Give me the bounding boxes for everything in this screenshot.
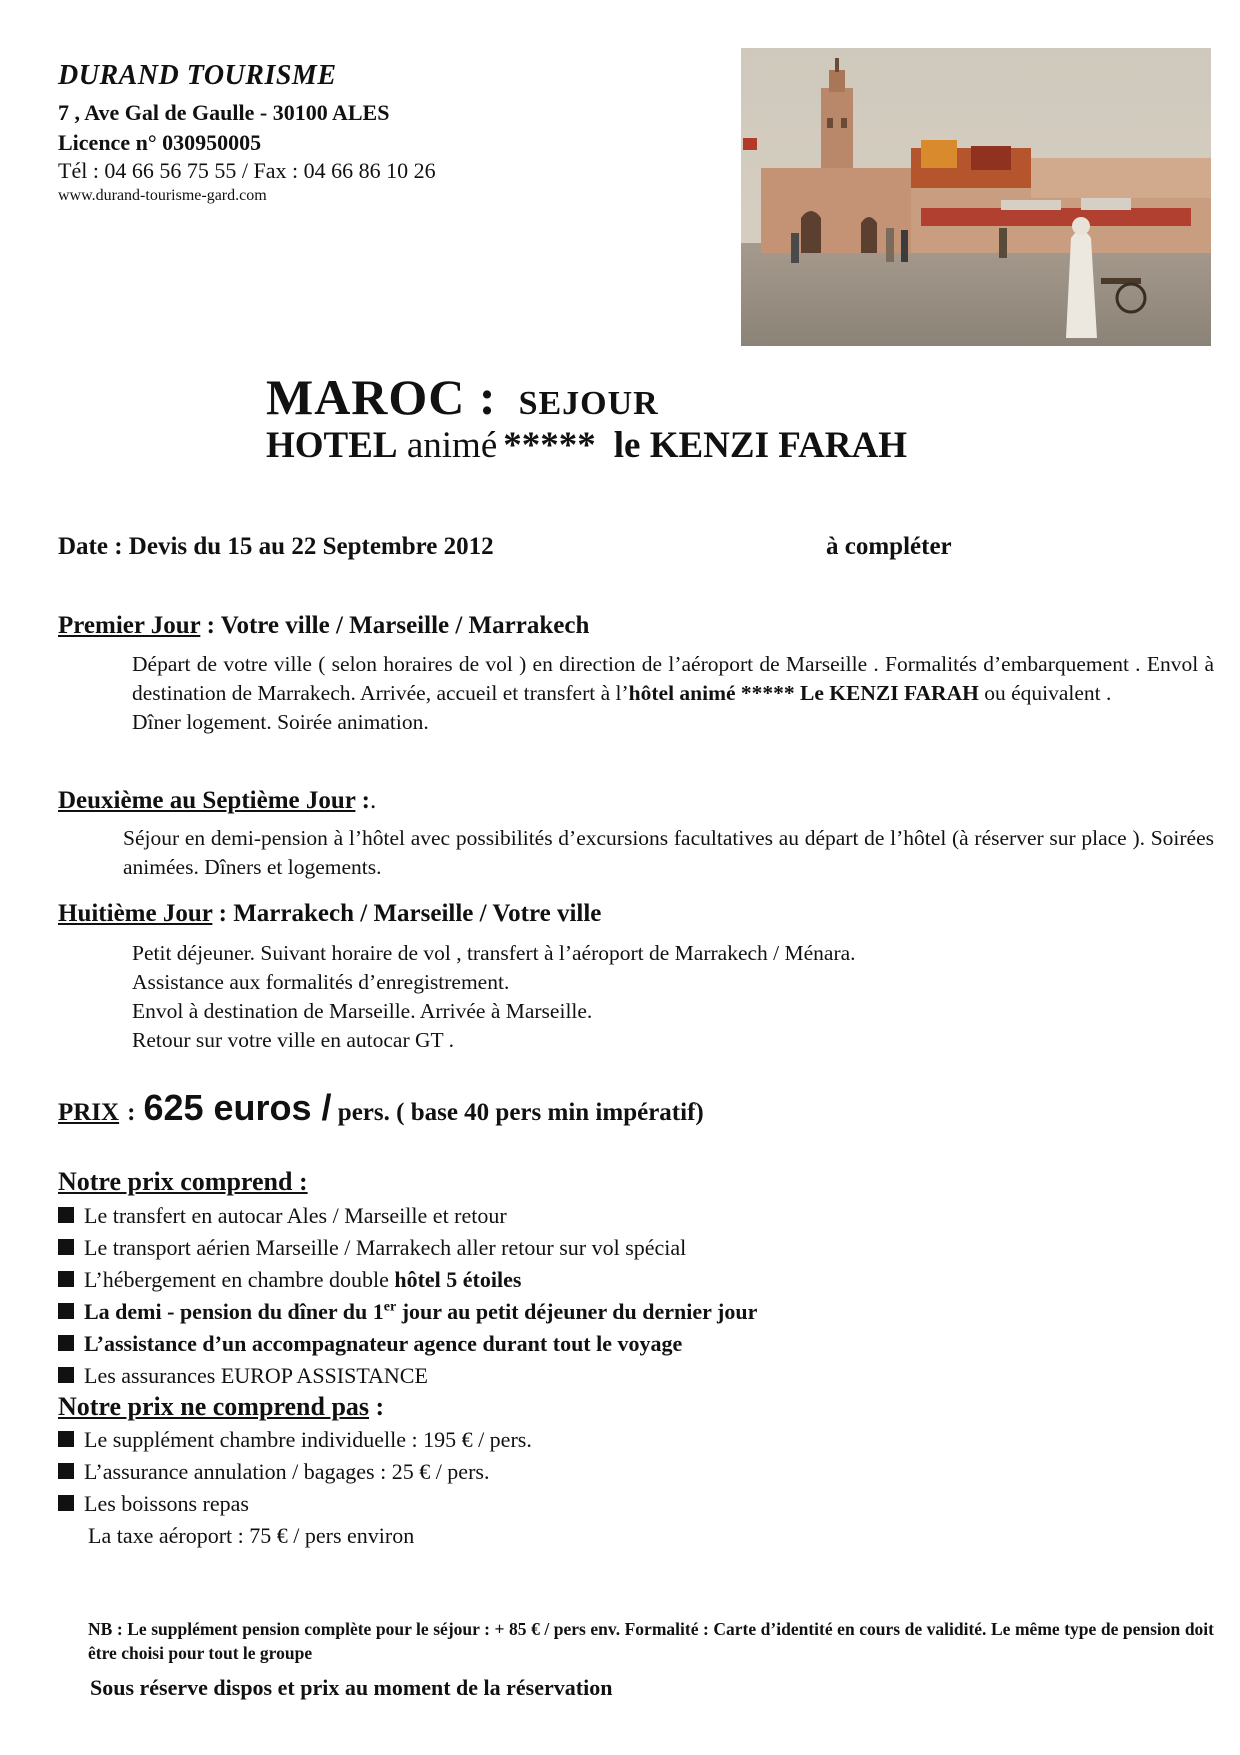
list-item-bold: hôtel 5 étoiles — [394, 1267, 522, 1292]
agency-address: 7 , Ave Gal de Gaulle - 30100 ALES — [58, 100, 390, 125]
date-note: à compléter — [826, 533, 952, 560]
excludes-heading-text: Notre prix ne comprend pas — [58, 1392, 370, 1421]
square-bullet-icon — [58, 1463, 74, 1479]
list-item-text: Les assurances EUROP ASSISTANCE — [84, 1363, 428, 1388]
list-item-text: L’assistance d’un accompagnateur agence durant tout le voyage — [84, 1331, 683, 1356]
price-amount: 625 euros / — [143, 1087, 332, 1128]
day8-line: Retour sur votre ville en autocar GT . — [132, 1028, 455, 1052]
agency-name: DURAND TOURISME — [58, 60, 337, 91]
list-item — [58, 1424, 532, 1456]
ordinal-sup: er — [383, 1299, 397, 1315]
day1-text-a: Départ de votre ville ( selon horaires de vol ) en direction de l’aéroport de Marseille . Formalités d’embarquement . Envol à destination de Marrakech. Arrivée, accueil et transfert à l’ — [132, 652, 1214, 705]
price-rest: pers. ( base 40 pers min impératif) — [331, 1099, 704, 1126]
hotel-title — [266, 424, 907, 467]
day1-heading — [58, 612, 589, 640]
hotel-anime: animé — [406, 425, 498, 466]
square-bullet-icon — [58, 1207, 74, 1223]
list-item-text: L’assurance annulation / bagages : 25 € / pers. — [84, 1459, 490, 1484]
excludes-list — [58, 1424, 532, 1552]
square-bullet-icon — [58, 1431, 74, 1447]
day2-suffix2: . — [370, 787, 377, 814]
day1-line2: Dîner logement. Soirée animation. — [132, 710, 429, 734]
price-label: PRIX — [58, 1099, 120, 1126]
square-bullet-icon — [58, 1303, 74, 1319]
day8-text — [132, 939, 1132, 1055]
nb-note: NB : Le supplément pension complète pour le séjour : + 85 € / pers env. Formalité : Carte d’identité en cours de validité. Le même type de pension doit être choisi pour tout le groupe — [88, 1619, 1214, 1663]
hotel-word: HOTEL — [266, 425, 398, 466]
day1-route: : Votre ville / Marseille / Marrakech — [200, 612, 590, 639]
day8-line: Envol à destination de Marseille. Arrivée à Marseille. — [132, 999, 593, 1023]
includes-heading-text: Notre prix comprend : — [58, 1167, 308, 1196]
title-country: MAROC : — [266, 369, 497, 425]
price-line — [58, 1087, 704, 1129]
list-item-continuation: La taxe aéroport : 75 € / pers environ — [88, 1523, 415, 1548]
list-item — [58, 1232, 757, 1264]
title-type: SEJOUR — [518, 385, 659, 422]
list-item-text: L’hébergement en chambre double — [84, 1267, 395, 1292]
list-item-text: Les boissons repas — [84, 1491, 249, 1516]
excludes-heading-suffix: : — [369, 1392, 385, 1421]
includes-list — [58, 1200, 757, 1392]
trip-title — [266, 368, 659, 426]
marrakech-square-photo — [741, 48, 1211, 346]
list-item — [58, 1264, 757, 1296]
agency-website[interactable]: www.durand-tourisme-gard.com — [58, 187, 267, 204]
day2-text: Séjour en demi-pension à l’hôtel avec possibilités d’excursions facultatives au départ de l’hôtel (à réserver sur place ). Soirées animées. Dîners et logements. — [123, 826, 1214, 879]
day8-route: : Marrakech / Marseille / Votre ville — [212, 900, 602, 927]
list-item-text: jour au petit déjeuner du dernier jour — [396, 1299, 758, 1324]
day1-text-b: ou équivalent . — [978, 681, 1112, 705]
list-item — [58, 1296, 757, 1328]
day8-line: Petit déjeuner. Suivant horaire de vol , transfert à l’aéroport de Marrakech / Ménara. — [132, 941, 856, 965]
hotel-name: le KENZI FARAH — [613, 425, 908, 466]
square-bullet-icon — [58, 1239, 74, 1255]
day8-label: Huitième Jour — [58, 900, 213, 927]
list-item — [58, 1488, 532, 1520]
square-bullet-icon — [58, 1367, 74, 1383]
list-item — [58, 1200, 757, 1232]
day8-line: Assistance aux formalités d’enregistrement. — [132, 970, 510, 994]
price-sep: : — [127, 1099, 136, 1126]
square-bullet-icon — [58, 1271, 74, 1287]
square-bullet-icon — [58, 1495, 74, 1511]
list-item — [58, 1360, 757, 1392]
date-line: Date : Devis du 15 au 22 Septembre 2012 — [58, 533, 494, 560]
day2-heading — [58, 787, 376, 815]
reservation-note: Sous réserve dispos et prix au moment de la réservation — [90, 1675, 613, 1700]
list-item-text: Le transport aérien Marseille / Marrakech aller retour sur vol spécial — [84, 1235, 687, 1260]
hotel-stars: ***** — [503, 425, 596, 466]
includes-heading — [58, 1167, 308, 1197]
list-item-text: Le supplément chambre individuelle : 195 € / pers. — [84, 1427, 532, 1452]
excludes-heading — [58, 1392, 384, 1422]
list-item-text: Le transfert en autocar Ales / Marseille et retour — [84, 1203, 507, 1228]
day1-text — [132, 650, 1214, 737]
day8-heading — [58, 900, 601, 928]
list-item-text: La demi - pension du dîner du 1 — [84, 1299, 384, 1324]
agency-licence: Licence n° 030950005 — [58, 130, 262, 155]
list-item — [58, 1456, 532, 1488]
day1-label: Premier Jour — [58, 612, 201, 639]
day2-suffix: : — [355, 787, 370, 814]
day2-label: Deuxième au Septième Jour — [58, 787, 356, 814]
list-item — [58, 1328, 757, 1360]
square-bullet-icon — [58, 1335, 74, 1351]
day1-hotel-bold: hôtel animé ***** Le KENZI FARAH — [628, 681, 979, 705]
agency-phone: Tél : 04 66 56 75 55 / Fax : 04 66 86 10 26 — [58, 158, 436, 183]
